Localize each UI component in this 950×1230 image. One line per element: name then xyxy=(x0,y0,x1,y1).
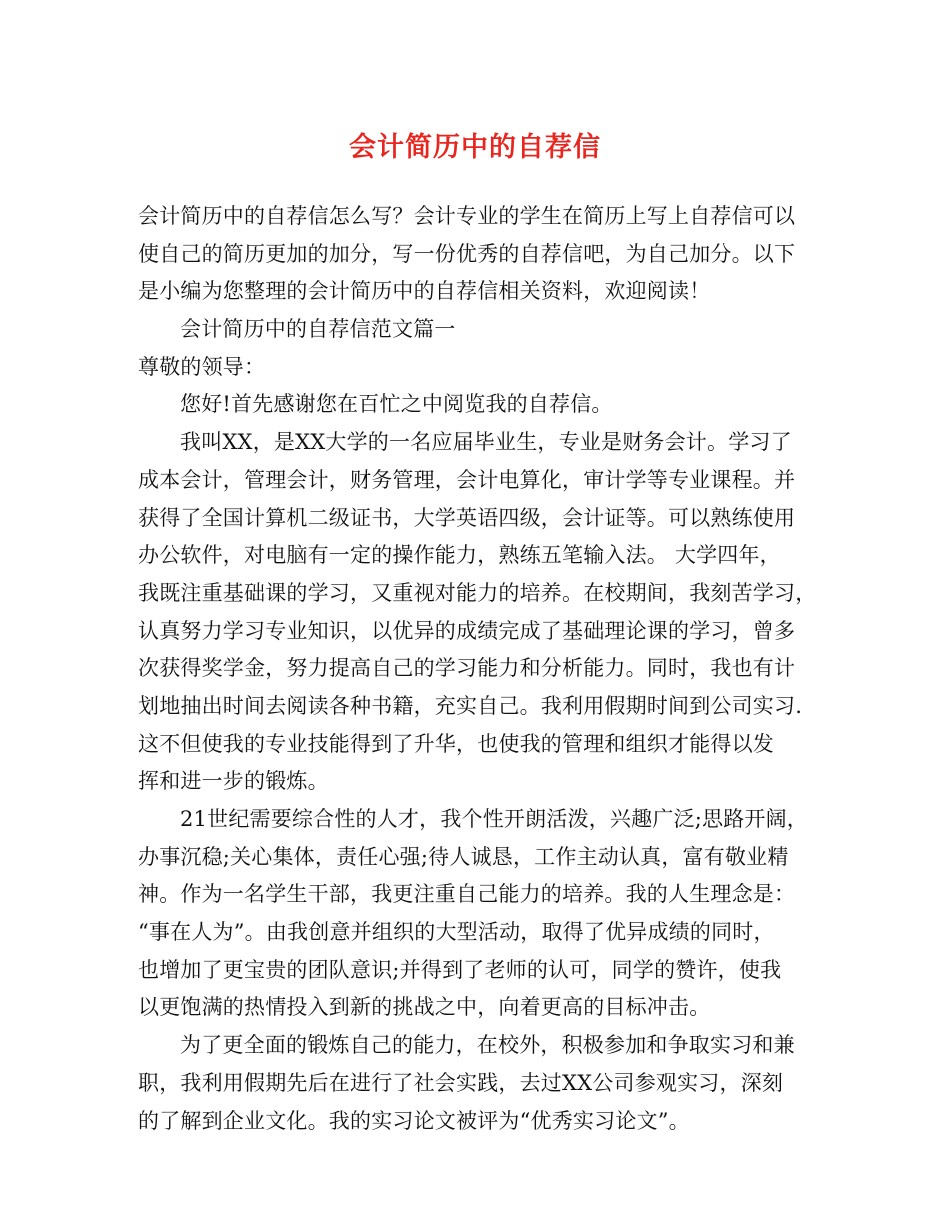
text-line: 尊敬的领导： xyxy=(138,354,266,379)
text-line: 是小编为您整理的会计简历中的自荐信相关资料，欢迎阅读！ xyxy=(138,279,711,304)
text-line: 我既注重基础课的学习，又重视对能力的培养。在校期间，我刻苦学习， xyxy=(138,580,817,605)
text-line: 办事沉稳;关心集体，责任心强;待人诚恳，工作主动认真，富有敬业精 xyxy=(138,844,789,869)
text-line: 也增加了更宝贵的团队意识;并得到了老师的认可，同学的赞许，使我 xyxy=(138,957,782,982)
text-line: 挥和进一步的锻炼。 xyxy=(138,769,329,794)
text-line: 21世纪需要综合性的人才，我个性开朗活泼，兴趣广泛;思路开阔， xyxy=(180,807,808,831)
text-line: 您好!首先感谢您在百忙之中阅览我的自荐信。 xyxy=(180,392,613,417)
text-line: 次获得奖学金，努力提高自己的学习能力和分析能力。同时，我也有计 xyxy=(138,656,796,681)
text-line: 会计简历中的自荐信范文篇一 xyxy=(180,317,456,342)
document-title: 会计简历中的自荐信 xyxy=(349,132,601,163)
text-line: 划地抽出时间去阅读各种书籍，充实自己。我利用假期时间到公司实习. xyxy=(138,693,803,718)
text-line: 神。作为一名学生干部，我更注重自己能力的培养。我的人生理念是： xyxy=(138,882,796,907)
text-line: 认真努力学习专业知识，以优异的成绩完成了基础理论课的学习，曾多 xyxy=(138,618,796,643)
text-line: 职，我利用假期先后在进行了社会实践，去过XX公司参观实习，深刻 xyxy=(138,1070,784,1095)
text-line: 办公软件，对电脑有一定的操作能力，熟练五笔输入法。 大学四年， xyxy=(138,543,781,568)
text-line: 使自己的简历更加的加分，写一份优秀的自荐信吧，为自己加分。以下 xyxy=(138,241,796,266)
text-line: 为了更全面的锻炼自己的能力，在校外，积极参加和争取实习和兼 xyxy=(180,1033,795,1058)
text-line: 这不但使我的专业技能得到了升华，也使我的管理和组织才能得以发 xyxy=(138,731,774,756)
document-body xyxy=(138,198,818,1140)
text-line: 我叫XX，是XX大学的一名应届毕业生，专业是财务会计。学习了 xyxy=(180,430,792,455)
text-line: “事在人为”。由我创意并组织的大型活动，取得了优异成绩的同时， xyxy=(138,920,775,945)
text-line: 获得了全国计算机二级证书，大学英语四级，会计证等。可以熟练使用 xyxy=(138,505,796,530)
text-line: 的了解到企业文化。我的实习论文被评为“优秀实习论文”。 xyxy=(138,1108,690,1133)
text-line: 会计简历中的自荐信怎么写？会计专业的学生在简历上写上自荐信可以 xyxy=(138,204,796,228)
text-line: 以更饱满的热情投入到新的挑战之中，向着更高的目标冲击。 xyxy=(138,995,711,1020)
text-line: 成本会计，管理会计，财务管理，会计电算化，审计学等专业课程。并 xyxy=(138,467,796,492)
